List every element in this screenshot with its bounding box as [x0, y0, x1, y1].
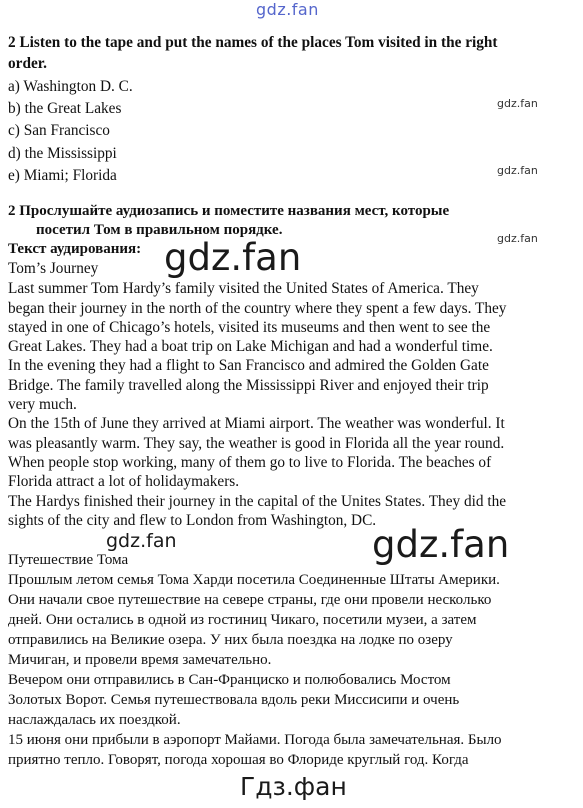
- story-ru-line: Прошлым летом семья Тома Харди посетила Соединенные Штаты Америки.: [8, 572, 500, 588]
- story-ru-line: 15 июня они прибыли в аэропорт Майами. Погода была замечательная. Было: [8, 732, 502, 748]
- story-en-line: Bridge. The family travelled along the Mississippi River and enjoyed their trip: [8, 377, 489, 394]
- option-a: a) Washington D. C.: [8, 78, 133, 95]
- story-en-line: When people stop working, many of them go to live to Florida. The beaches of: [8, 454, 492, 471]
- watermark-top: gdz.fan: [256, 0, 319, 19]
- story-en-line: In the evening they had a flight to San Francisco and admired the Golden Gate: [8, 357, 489, 374]
- story-en-line: Last summer Tom Hardy’s family visited the United States of America. They: [8, 280, 479, 297]
- option-b: b) the Great Lakes: [8, 100, 122, 117]
- story-ru-line: Мичиган, и провели время замечательно.: [8, 652, 272, 668]
- story-ru-title: Путешествие Тома: [8, 552, 129, 568]
- story-en-line: On the 15th of June they arrived at Miami airport. The weather was wonderful. It: [8, 415, 505, 432]
- watermark-big-2: gdz.fan: [372, 523, 510, 566]
- listening-heading: Текст аудирования:: [8, 241, 142, 257]
- story-en-line: Great Lakes. They had a boat trip on Lake Michigan and had a wonderful time.: [8, 338, 493, 355]
- story-en-line: Florida attract a lot of holidaymakers.: [8, 473, 240, 490]
- task-ru-line-1: 2 Прослушайте аудиозапись и поместите названия мест, которые: [8, 203, 450, 219]
- watermark-right-3: gdz.fan: [497, 232, 538, 245]
- story-en-line: very much.: [8, 396, 77, 413]
- story-en-line: stayed in one of Chicago’s hotels, visited its museums and then went to see the: [8, 319, 491, 336]
- story-en-title: Tom’s Journey: [8, 260, 99, 277]
- watermark-big-1: gdz.fan: [164, 236, 302, 279]
- story-ru-line: отправились на Великие озера. У них была поездка на лодке по озеру: [8, 632, 453, 648]
- option-c: c) San Francisco: [8, 122, 110, 139]
- story-en-line: began their journey in the north of the country where they spent a few days. They: [8, 300, 507, 317]
- watermark-right-1: gdz.fan: [497, 97, 538, 110]
- option-e: e) Miami; Florida: [8, 167, 117, 184]
- task-en-line-2: order.: [8, 55, 47, 72]
- watermark-bottom: Гдз.фан: [240, 772, 347, 801]
- story-ru-line: Они начали свое путешествие на севере страны, где они провели несколько: [8, 592, 492, 608]
- watermark-right-2: gdz.fan: [497, 164, 538, 177]
- story-en-line: The Hardys finished their journey in the capital of the Unites States. They did the: [8, 493, 507, 510]
- story-ru-line: Вечером они отправились в Сан-Франциско и полюбовались Мостом: [8, 672, 451, 688]
- story-en-line: sights of the city and flew to London from Washington, DC.: [8, 512, 377, 529]
- task-ru-line-2: посетил Том в правильном порядке.: [36, 222, 283, 238]
- option-d: d) the Mississippi: [8, 145, 117, 162]
- story-ru-line: Золотых Ворот. Семья путешествовала вдоль реки Миссисипи и очень: [8, 692, 460, 708]
- story-ru-line: дней. Они остались в одной из гостиниц Чикаго, посетили музеи, а затем: [8, 612, 477, 628]
- story-ru-line: наслаждалась их поездкой.: [8, 712, 181, 728]
- watermark-medium-1: gdz.fan: [106, 530, 177, 552]
- task-en-line-1: 2 Listen to the tape and put the names of the places Tom visited in the right: [8, 34, 498, 51]
- story-en-line: was pleasantly warm. They say, the weather is good in Florida all the year round.: [8, 435, 505, 452]
- story-ru-line: приятно тепло. Говорят, погода хорошая во Флориде круглый год. Когда: [8, 752, 469, 768]
